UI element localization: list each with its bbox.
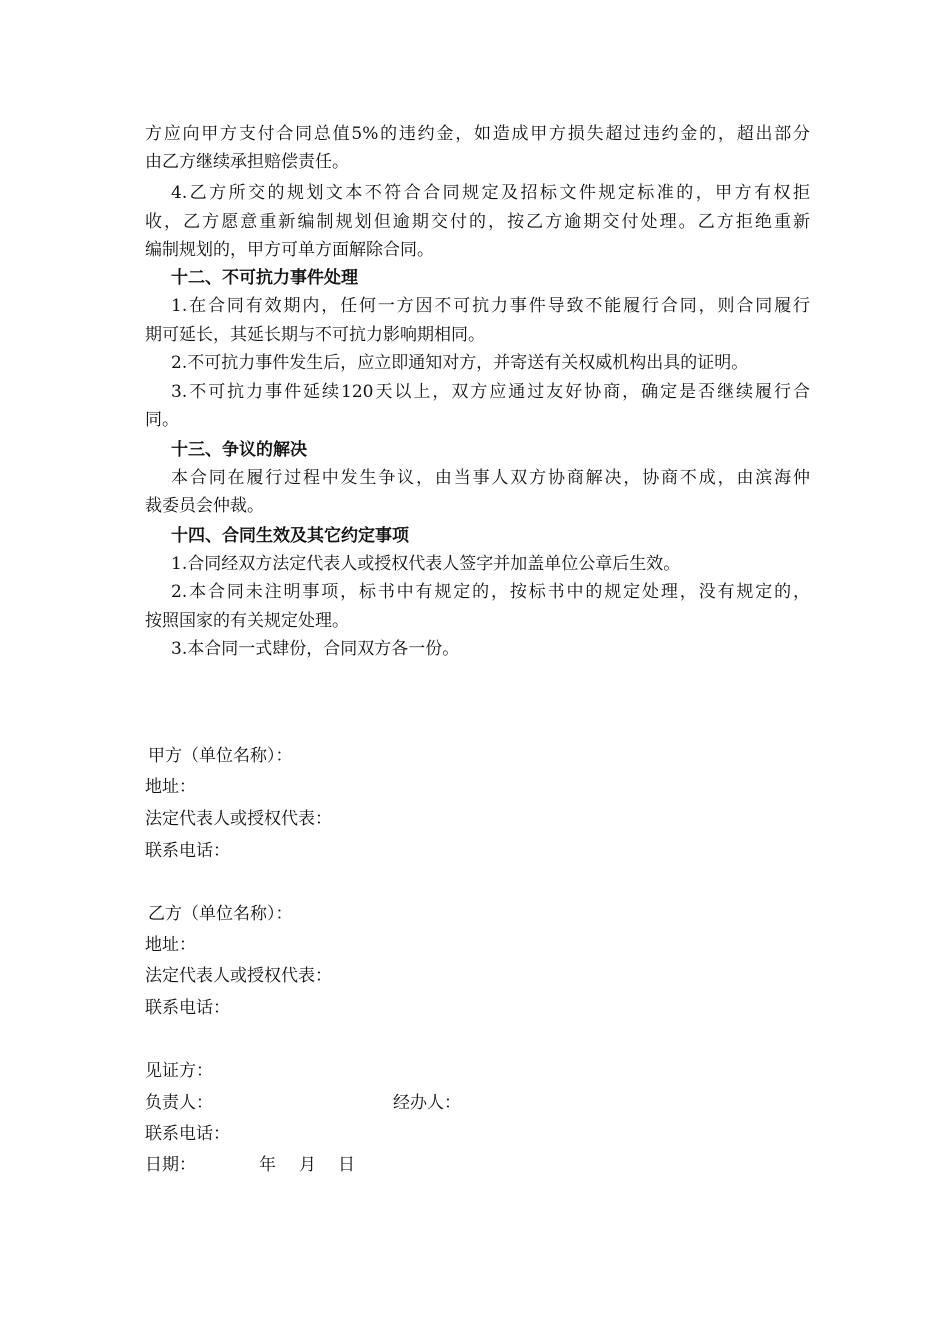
paragraph-line: 由乙方继续承担赔偿责任。 [145, 152, 349, 172]
paragraph-line: 裁委员会仲裁。 [145, 496, 264, 516]
party-a-rep-label: 法定代表人或授权代表： [145, 809, 332, 829]
witness-title: 见证方： [145, 1061, 213, 1081]
section-heading: 十四、合同生效及其它约定事项 [171, 526, 409, 546]
section-heading: 十三、争议的解决 [171, 440, 307, 460]
paragraph-line: 4.乙方所交的规划文本不符合合同规定及招标文件规定标准的，甲方有权拒 [171, 183, 810, 203]
paragraph-line: 方应向甲方支付合同总值5%的违约金，如造成甲方损失超过违约金的，超出部分 [145, 124, 810, 144]
witness-handler-label: 经办人： [393, 1093, 461, 1113]
party-a-phone-label: 联系电话： [145, 841, 230, 861]
paragraph-line: 1.合同经双方法定代表人或授权代表人签字并加盖单位公章后生效。 [171, 554, 681, 574]
section-heading: 十二、不可抗力事件处理 [171, 268, 358, 288]
party-b-address-label: 地址： [145, 935, 196, 955]
party-b-phone-label: 联系电话： [145, 998, 230, 1018]
paragraph-line: 本合同在履行过程中发生争议，由当事人双方协商解决，协商不成，由滨海仲 [171, 468, 810, 488]
paragraph-line: 2.本合同未注明事项，标书中有规定的，按标书中的规定处理，没有规定的， [171, 582, 810, 602]
paragraph-line: 3.不可抗力事件延续120天以上，双方应通过友好协商，确定是否继续履行合 [171, 382, 810, 402]
witness-phone-label: 联系电话： [145, 1124, 230, 1144]
date-day-label: 日 [338, 1155, 355, 1175]
paragraph-line: 同。 [145, 410, 179, 430]
party-b-name-label: 乙方（单位名称）： [148, 904, 293, 924]
paragraph-line: 期可延长，其延长期与不可抗力影响期相同。 [145, 325, 485, 345]
party-a-address-label: 地址： [145, 777, 196, 797]
paragraph-line: 收，乙方愿意重新编制规划但逾期交付的，按乙方逾期交付处理。乙方拒绝重新 [145, 212, 810, 232]
paragraph-line: 编制规划的，甲方可单方面解除合同。 [145, 240, 434, 260]
paragraph-line: 按照国家的有关规定处理。 [145, 611, 349, 631]
witness-date-label: 日期： [145, 1155, 196, 1175]
party-b-rep-label: 法定代表人或授权代表： [145, 966, 332, 986]
paragraph-line: 1.在合同有效期内，任何一方因不可抗力事件导致不能履行合同，则合同履行 [171, 296, 810, 316]
paragraph-line: 2.不可抗力事件发生后，应立即通知对方，并寄送有关权威机构出具的证明。 [171, 353, 749, 373]
date-year-label: 年 [259, 1155, 276, 1175]
paragraph-line: 3.本合同一式肆份，合同双方各一份。 [171, 639, 460, 659]
party-a-name-label: 甲方（单位名称）： [148, 746, 293, 766]
date-month-label: 月 [299, 1155, 316, 1175]
witness-responsible-label: 负责人： [145, 1093, 213, 1113]
